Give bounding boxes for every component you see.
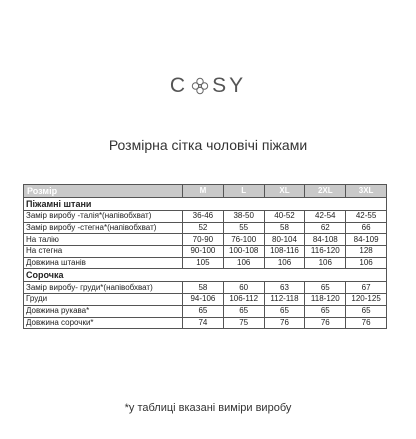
table-cell: 116-120	[305, 246, 346, 258]
table-cell: 40-52	[264, 211, 305, 223]
table-cell: 76-100	[223, 234, 264, 246]
row-label: Груди	[24, 294, 183, 306]
row-label: Довжина рукава*	[24, 305, 183, 317]
logo-text-right: SY	[212, 74, 247, 97]
table-cell: 63	[264, 282, 305, 294]
row-label: Замір виробу- груди*(напівобхват)	[24, 282, 183, 294]
table-cell: 106-112	[223, 294, 264, 306]
table-row	[24, 234, 387, 246]
table-cell: 106	[346, 257, 387, 269]
table-cell: 65	[183, 305, 224, 317]
header-size: Розмір	[24, 185, 183, 198]
header-l: L	[223, 185, 264, 198]
table-cell: 65	[305, 305, 346, 317]
table-row	[24, 282, 387, 294]
table-cell: 66	[346, 222, 387, 234]
table-cell: 84-108	[305, 234, 346, 246]
row-label: На талію	[24, 234, 183, 246]
footnote: *у таблиці вказані виміри виробу	[124, 402, 292, 414]
table-cell: 67	[346, 282, 387, 294]
logo-text-left: C	[169, 74, 189, 97]
table-cell: 58	[183, 282, 224, 294]
table-cell: 106	[305, 257, 346, 269]
table-cell: 108-116	[264, 246, 305, 258]
table-cell: 42-54	[305, 211, 346, 223]
table-body	[24, 198, 387, 329]
table-cell: 70-90	[183, 234, 224, 246]
size-chart-table	[23, 184, 387, 329]
table-cell: 106	[264, 257, 305, 269]
table-cell: 90-100	[183, 246, 224, 258]
table-cell: 65	[346, 305, 387, 317]
row-label: Довжина сорочки*	[24, 317, 183, 329]
row-label: На стегна	[24, 246, 183, 258]
table-cell: 58	[264, 222, 305, 234]
table-cell: 112-118	[264, 294, 305, 306]
table-row	[24, 246, 387, 258]
header-m: M	[183, 185, 224, 198]
table-cell: 60	[223, 282, 264, 294]
table-cell: 100-108	[223, 246, 264, 258]
row-label: Замір виробу -стегна*(напівобхват)	[24, 222, 183, 234]
table-cell: 118-120	[305, 294, 346, 306]
brand-logo	[0, 74, 416, 98]
table-cell: 128	[346, 246, 387, 258]
header-2xl: 2XL	[305, 185, 346, 198]
table-cell: 105	[183, 257, 224, 269]
table-cell: 75	[223, 317, 264, 329]
table-cell: 120-125	[346, 294, 387, 306]
table-cell: 84-109	[346, 234, 387, 246]
flower-icon	[190, 76, 210, 96]
table-row	[24, 317, 387, 329]
table-cell: 55	[223, 222, 264, 234]
section-title: Піжамні штани	[24, 198, 387, 211]
header-xl: XL	[264, 185, 305, 198]
table-cell: 65	[264, 305, 305, 317]
table-cell: 42-55	[346, 211, 387, 223]
table-cell: 80-104	[264, 234, 305, 246]
page-title: Розмірна сітка чоловічі піжами	[108, 137, 308, 153]
table-cell: 65	[305, 282, 346, 294]
row-label: Замір виробу -талія*(напівобхват)	[24, 211, 183, 223]
table-cell: 76	[346, 317, 387, 329]
table-cell: 94-106	[183, 294, 224, 306]
section-title: Сорочка	[24, 269, 387, 282]
table-row	[24, 294, 387, 306]
table-row	[24, 305, 387, 317]
table-cell: 74	[183, 317, 224, 329]
row-label: Довжина штанів	[24, 257, 183, 269]
table-header-row	[24, 185, 387, 198]
table-cell: 106	[223, 257, 264, 269]
table-cell: 38-50	[223, 211, 264, 223]
header-3xl: 3XL	[346, 185, 387, 198]
table-cell: 76	[264, 317, 305, 329]
table-row	[24, 222, 387, 234]
table-row	[24, 211, 387, 223]
section-row	[24, 269, 387, 282]
table-cell: 65	[223, 305, 264, 317]
table-cell: 36-46	[183, 211, 224, 223]
table-cell: 52	[183, 222, 224, 234]
table-row	[24, 257, 387, 269]
table-cell: 62	[305, 222, 346, 234]
table-cell: 76	[305, 317, 346, 329]
section-row	[24, 198, 387, 211]
